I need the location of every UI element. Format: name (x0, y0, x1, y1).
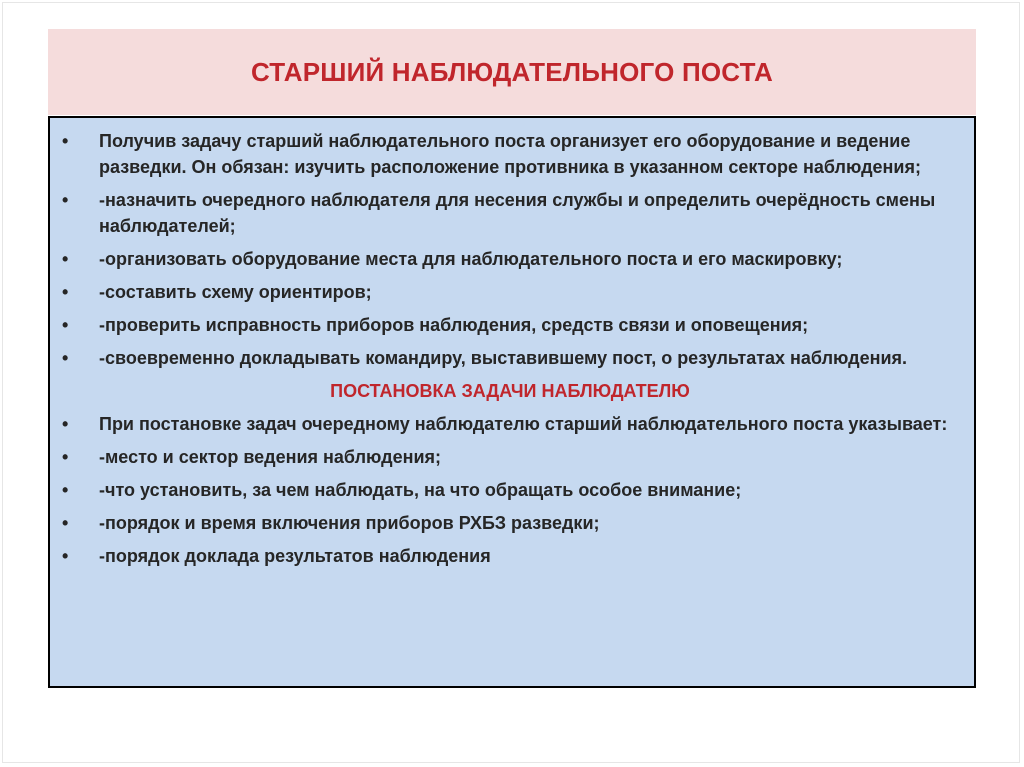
list-item (60, 444, 960, 470)
list-item-text: -порядок доклада результатов наблюдения (99, 546, 491, 566)
title-band (48, 29, 976, 115)
list-item (60, 246, 960, 272)
list-item-text: -организовать оборудование места для наблюдательного поста и его маскировку; (99, 249, 843, 269)
list-item-text: -проверить исправность приборов наблюдения, средств связи и оповещения; (99, 315, 809, 335)
bullet-icon: • (62, 348, 69, 368)
bullet-icon: • (62, 190, 69, 210)
list-item (60, 279, 960, 305)
bullet-icon: • (62, 131, 69, 151)
list-item (60, 345, 960, 371)
bullet-icon: • (62, 249, 69, 269)
bullet-icon: • (62, 480, 69, 500)
bullet-icon: • (62, 447, 69, 467)
list-item-text: -назначить очередного наблюдателя для несения службы и определить очерёдность смены наблюдателей; (99, 190, 936, 236)
bullet-icon: • (62, 546, 69, 566)
list-item-text: -порядок и время включения приборов РХБЗ разведки; (99, 513, 600, 533)
bullet-icon: • (62, 315, 69, 335)
list-item (60, 510, 960, 536)
bullet-icon: • (62, 513, 69, 533)
content-list (60, 128, 960, 576)
list-item-text: -своевременно докладывать командиру, выставившему пост, о результатах наблюдения. (99, 348, 908, 368)
list-item-text: -составить схему ориентиров; (99, 282, 372, 302)
list-item (60, 543, 960, 569)
list-item-text: Получив задачу старший наблюдательного поста организует его оборудование и ведение разведки. Он обязан: изучить расположение противника в указанном секторе наблюдения; (99, 131, 921, 177)
list-item-text: -место и сектор ведения наблюдения; (99, 447, 442, 467)
section-subheading: ПОСТАНОВКА ЗАДАЧИ НАБЛЮДАТЕЛЮ (330, 381, 690, 401)
list-item (60, 187, 960, 239)
bullet-icon: • (62, 414, 69, 434)
list-item-text: -что установить, за чем наблюдать, на что обращать особое внимание; (99, 480, 742, 500)
list-item (60, 477, 960, 503)
content-box (48, 116, 976, 688)
list-item (60, 411, 960, 437)
list-item-text: При постановке задач очередному наблюдателю старший наблюдательного поста указывает: (99, 414, 948, 434)
list-item (60, 128, 960, 180)
bullet-icon: • (62, 282, 69, 302)
list-item (60, 312, 960, 338)
slide-title: СТАРШИЙ НАБЛЮДАТЕЛЬНОГО ПОСТА (250, 56, 774, 87)
